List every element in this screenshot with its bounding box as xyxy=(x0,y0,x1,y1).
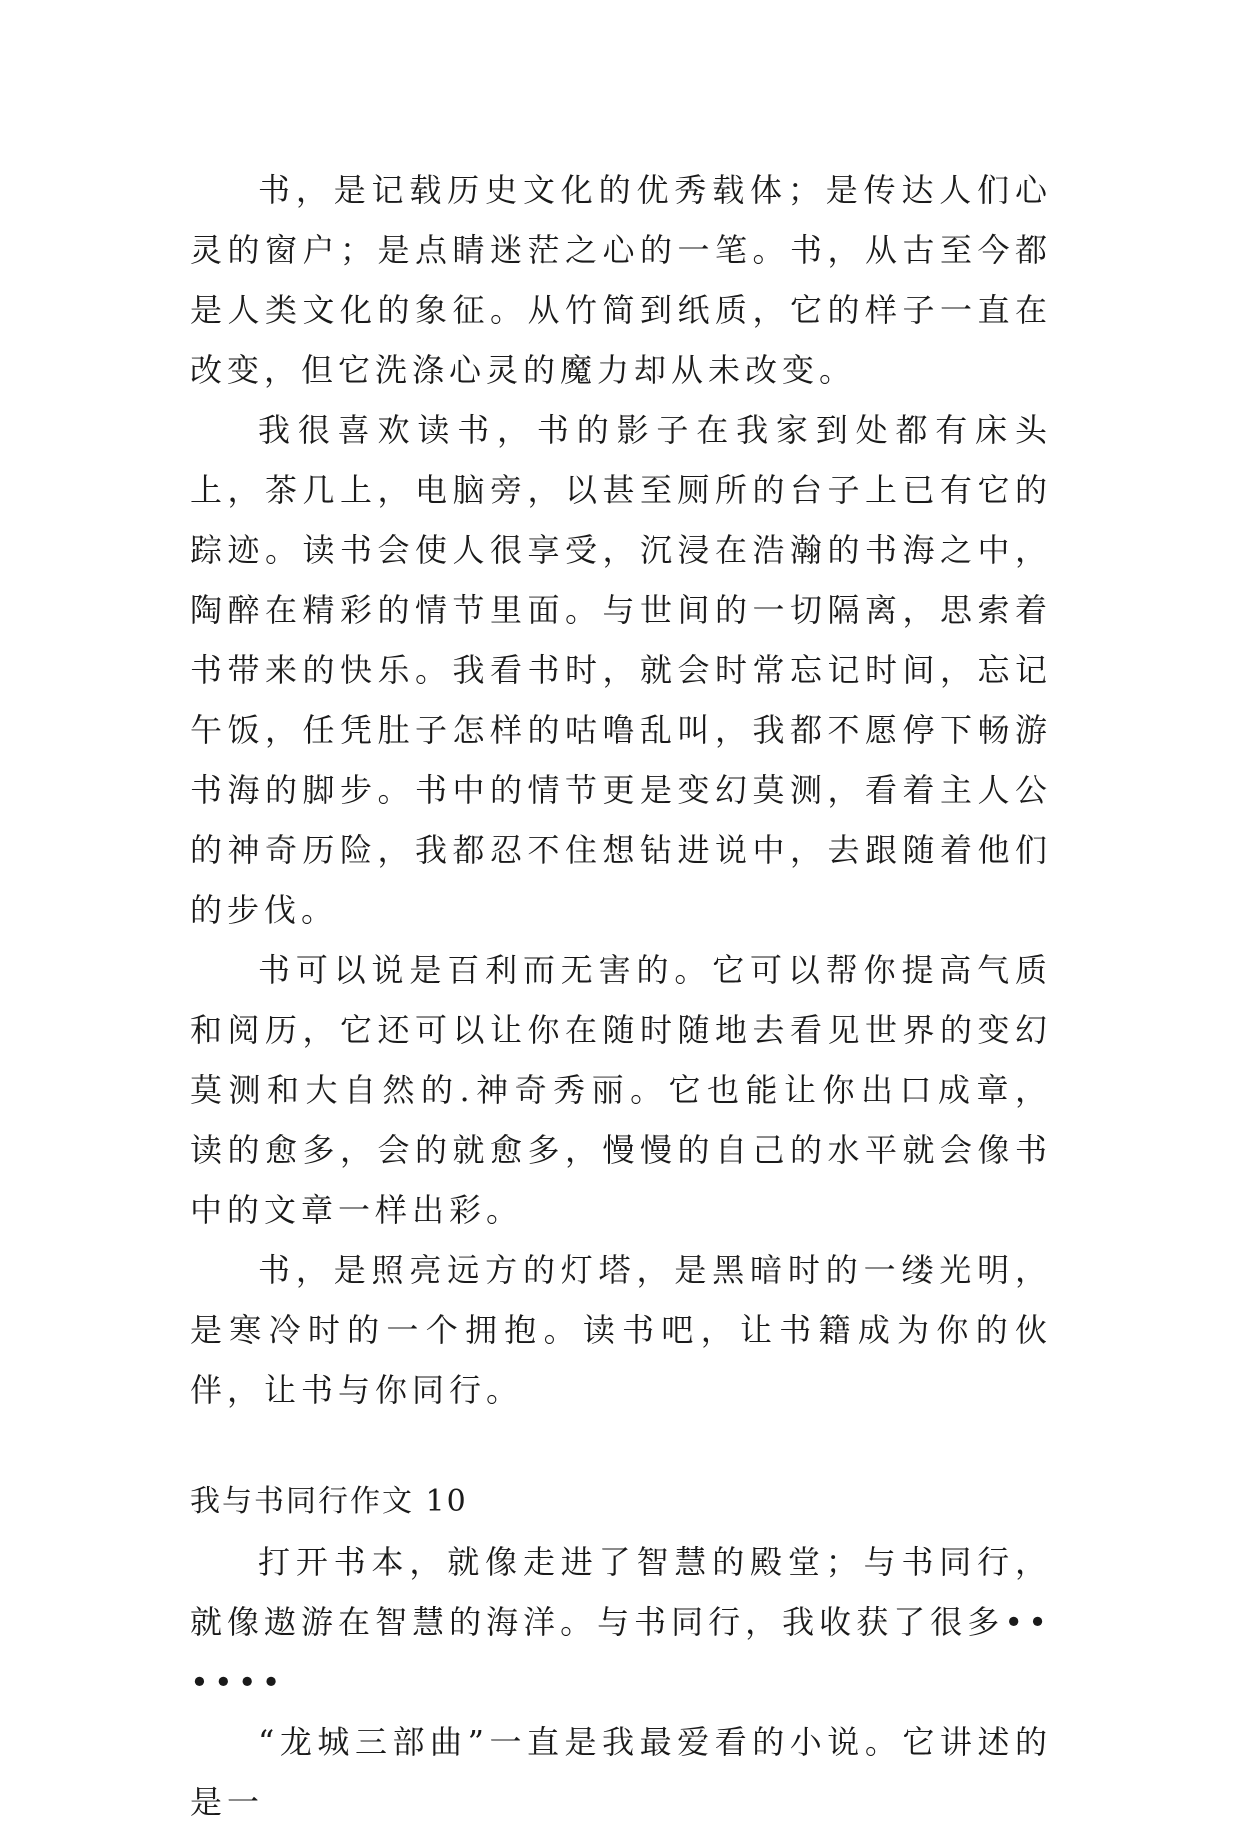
body-paragraph: 书，是照亮远方的灯塔，是黑暗时的一缕光明，是寒冷时的一个拥抱。读书吧，让书籍成为你的伙伴，让书与你同行。 xyxy=(190,1251,1052,1409)
body-paragraph: 我很喜欢读书，书的影子在我家到处都有床头上，茶几上，电脑旁，以甚至厕所的台子上已有它的踪迹。读书会使人很享受，沉浸在浩瀚的书海之中，陶醉在精彩的情节里面。与世间的一切隔离，思索着书带来的快乐。我看书时，就会时常忘记时间，忘记午饭，任凭肚子怎样的咕噜乱叫，我都不愿停下畅游书海的脚步。书中的情节更是变幻莫测，看着主人公的神奇历险，我都忍不住想钻进说中，去跟随着他们的步伐。 xyxy=(190,411,1052,929)
body-paragraph: 书可以说是百利而无害的。它可以帮你提高气质和阅历，它还可以让你在随时随地去看见世界的变幻莫测和大自然的.神奇秀丽。它也能让你出口成章，读的愈多，会的就愈多，慢慢的自己的水平就会像书中的文章一样出彩。 xyxy=(190,951,1052,1229)
section-heading: 我与书同行作文 10 xyxy=(190,1484,468,1519)
body-paragraph: 打开书本，就像走进了智慧的殿堂；与书同行，就像遨游在智慧的海洋。与书同行，我收获了很多•••••• xyxy=(190,1543,1052,1701)
document-page xyxy=(190,160,1052,1821)
body-paragraph: “龙城三部曲”一直是我最爱看的小说。它讲述的是一 xyxy=(190,1723,1052,1821)
body-paragraph: 书，是记载历史文化的优秀载体；是传达人们心灵的窗户；是点睛迷茫之心的一笔。书，从古至今都是人类文化的象征。从竹简到纸质，它的样子一直在改变，但它洗涤心灵的魔力却从未改变。 xyxy=(190,171,1052,389)
